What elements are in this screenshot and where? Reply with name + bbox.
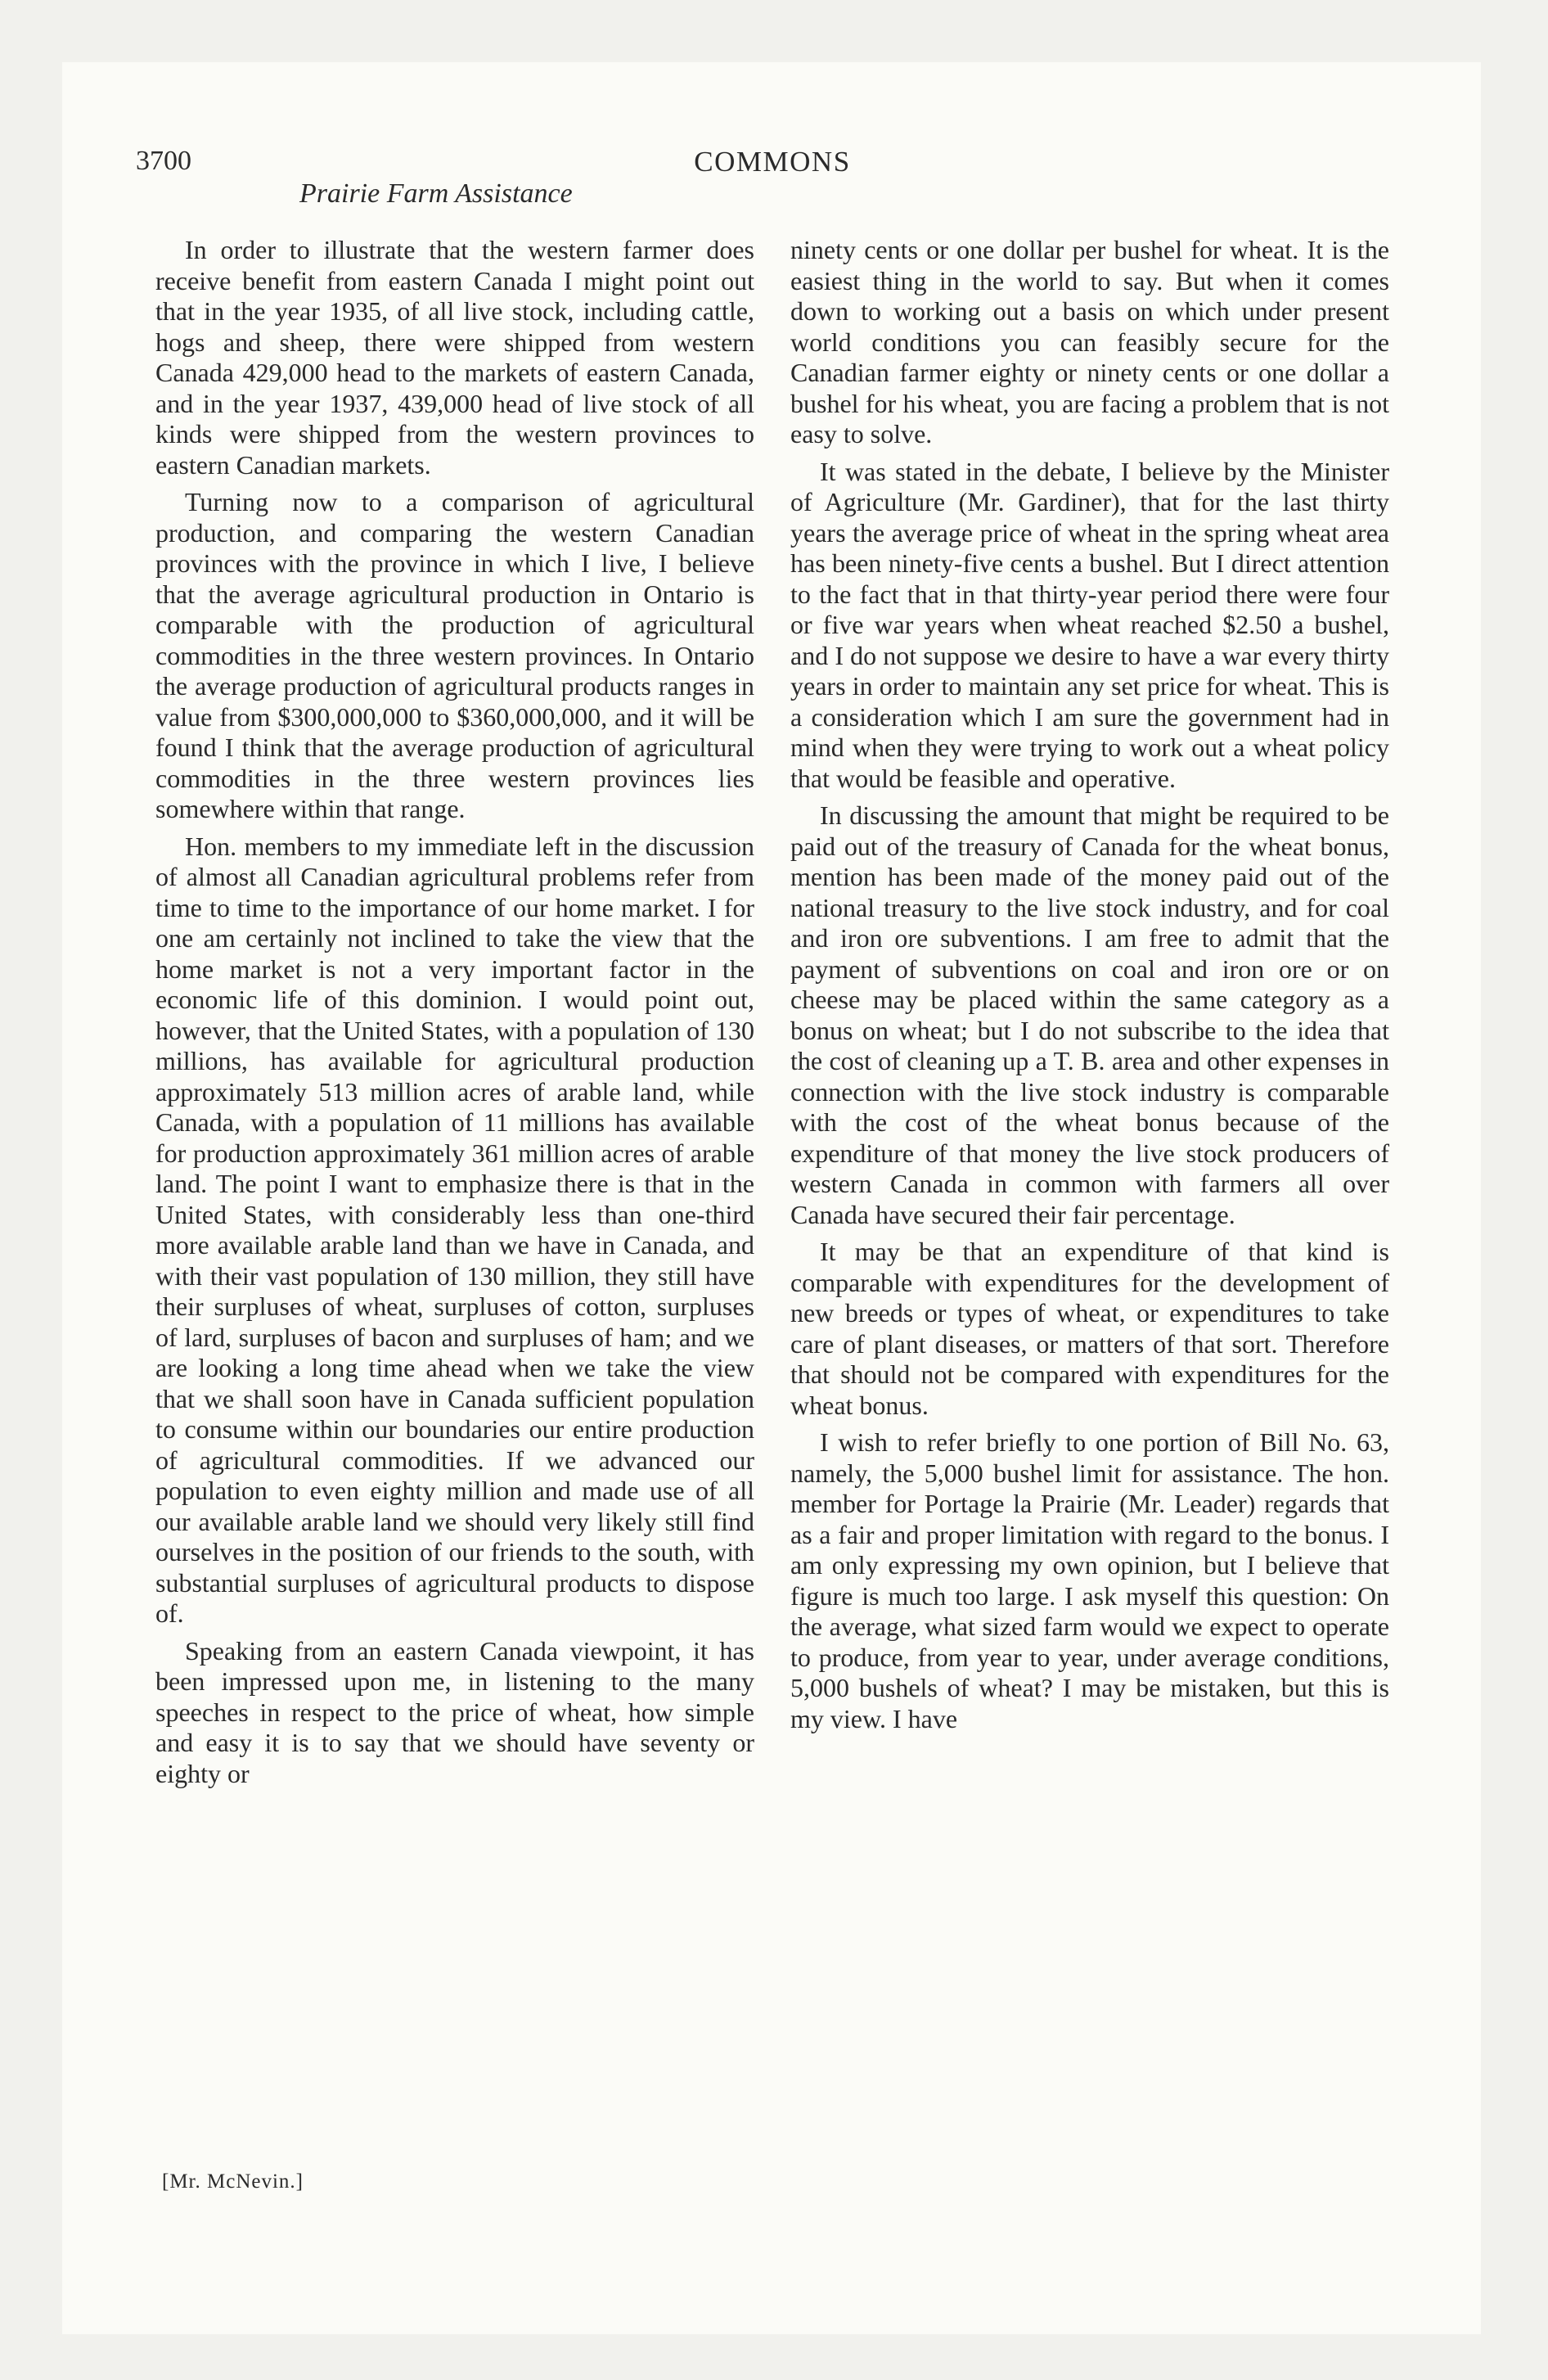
paragraph: Hon. members to my immediate left in the discussion of almost all Canadian agricultural problems refer from time to time to the importance of our home market. I for one am certainly not inclined to take the view that the home market is not a very important factor in the economic life of this dominion. I would point out, however, that the United States, with a population of 130 millions, has available for agricultural production approximately 513 million acres of arable land, while Canada, with a population of 11 millions has available for production approximately 361 million acres of arable land. The point I want to emphasize there is that in the United States, with considerably less than one-third more available arable land than we have in Canada, and with their vast population of 130 million, they still have their surpluses of wheat, surpluses of cotton, surpluses of lard, surpluses of bacon and surpluses of ham; and we are looking a long time ahead when we take the view that we shall soon have in Canada sufficient population to consume within our boundaries our entire production of agricultural commodities. If we advanced our population to even eighty million and made use of all our available arable land we should very likely still find ourselves in the position of our friends to the south, with substantial surpluses of agricultural products to dispose of. xyxy=(155,831,754,1628)
running-title: COMMONS xyxy=(694,146,851,178)
right-column xyxy=(790,235,1389,1741)
section-title: Prairie Farm Assistance xyxy=(299,178,573,209)
paragraph: In discussing the amount that might be required to be paid out of the treasury of Canada for the wheat bonus, mention has been made of the money paid out of the national treasury to the live stock industry, and for coal and iron ore subventions. I am free to admit that the payment of subventions on coal and iron ore or on cheese may be placed within the same category as a bonus on wheat; but I do not subscribe to the idea that the cost of cleaning up a T. B. area and other expenses in connection with the live stock industry is comparable with the cost of the wheat bonus because of the expenditure of that money the live stock producers of western Canada in common with farmers all over Canada have secured their fair percentage. xyxy=(790,800,1389,1229)
page-number: 3700 xyxy=(136,146,191,176)
speaker-attribution: [Mr. McNevin.] xyxy=(162,2170,304,2193)
paragraph: Speaking from an eastern Canada viewpoint, it has been impressed upon me, in listening to the many speeches in respect to the price of wheat, how simple and easy it is to say that we should have seventy or eighty or xyxy=(155,1635,754,1788)
paragraph: I wish to refer briefly to one portion of Bill No. 63, namely, the 5,000 bushel limit for assistance. The hon. member for Portage la Prairie (Mr. Leader) regards that as a fair and proper limitation with regard to the bonus. I am only expressing my own opinion, but I believe that figure is much too large. I ask myself this question: On the average, what sized farm would we expect to operate to produce, from year to year, under average conditions, 5,000 bushels of wheat? I may be mistaken, but this is my view. I have xyxy=(790,1427,1389,1733)
paragraph: It may be that an expenditure of that kind is comparable with expenditures for the development of new breeds or types of wheat, or expenditures to take care of plant diseases, or matters of that sort. Therefore that should not be compared with expenditures for the wheat bonus. xyxy=(790,1237,1389,1420)
paragraph: It was stated in the debate, I believe by the Minister of Agriculture (Mr. Gardiner), that for the last thirty years the average price of wheat in the spring wheat area has been ninety-five cents a bushel. But I direct attention to the fact that in that thirty-year period there were four or five war years when wheat reached $2.50 a bushel, and I do not suppose we desire to have a war every thirty years in order to maintain any set price for wheat. This is a consideration which I am sure the government had in mind when they were trying to work out a wheat policy that would be feasible and operative. xyxy=(790,456,1389,793)
paragraph: In order to illustrate that the western farmer does receive benefit from eastern Canada I might point out that in the year 1935, of all live stock, including cattle, hogs and sheep, there were shipped from western Canada 429,000 head to the markets of eastern Canada, and in the year 1937, 439,000 head of live stock of all kinds were shipped from the western provinces to eastern Canadian markets. xyxy=(155,235,754,480)
continued-paragraph: ninety cents or one dollar per bushel for wheat. It is the easiest thing in the world to say. But when it comes down to working out a basis on which under present world conditions you can feasibly secure for the Canadian farmer eighty or ninety cents or one dollar a bushel for his wheat, you are facing a problem that is not easy to solve. xyxy=(790,235,1389,449)
left-column xyxy=(155,235,754,1796)
paragraph: Turning now to a comparison of agricultural production, and comparing the western Canadian provinces with the province in which I live, I believe that the average agricultural production in Ontario is comparable with the production of agricultural commodities in the three western provinces. In Ontario the average production of agricultural products ranges in value from $300,000,000 to $360,000,000, and it will be found I think that the average production of agricultural commodities in the three western provinces lies somewhere within that range. xyxy=(155,487,754,823)
page-header xyxy=(136,146,1409,211)
